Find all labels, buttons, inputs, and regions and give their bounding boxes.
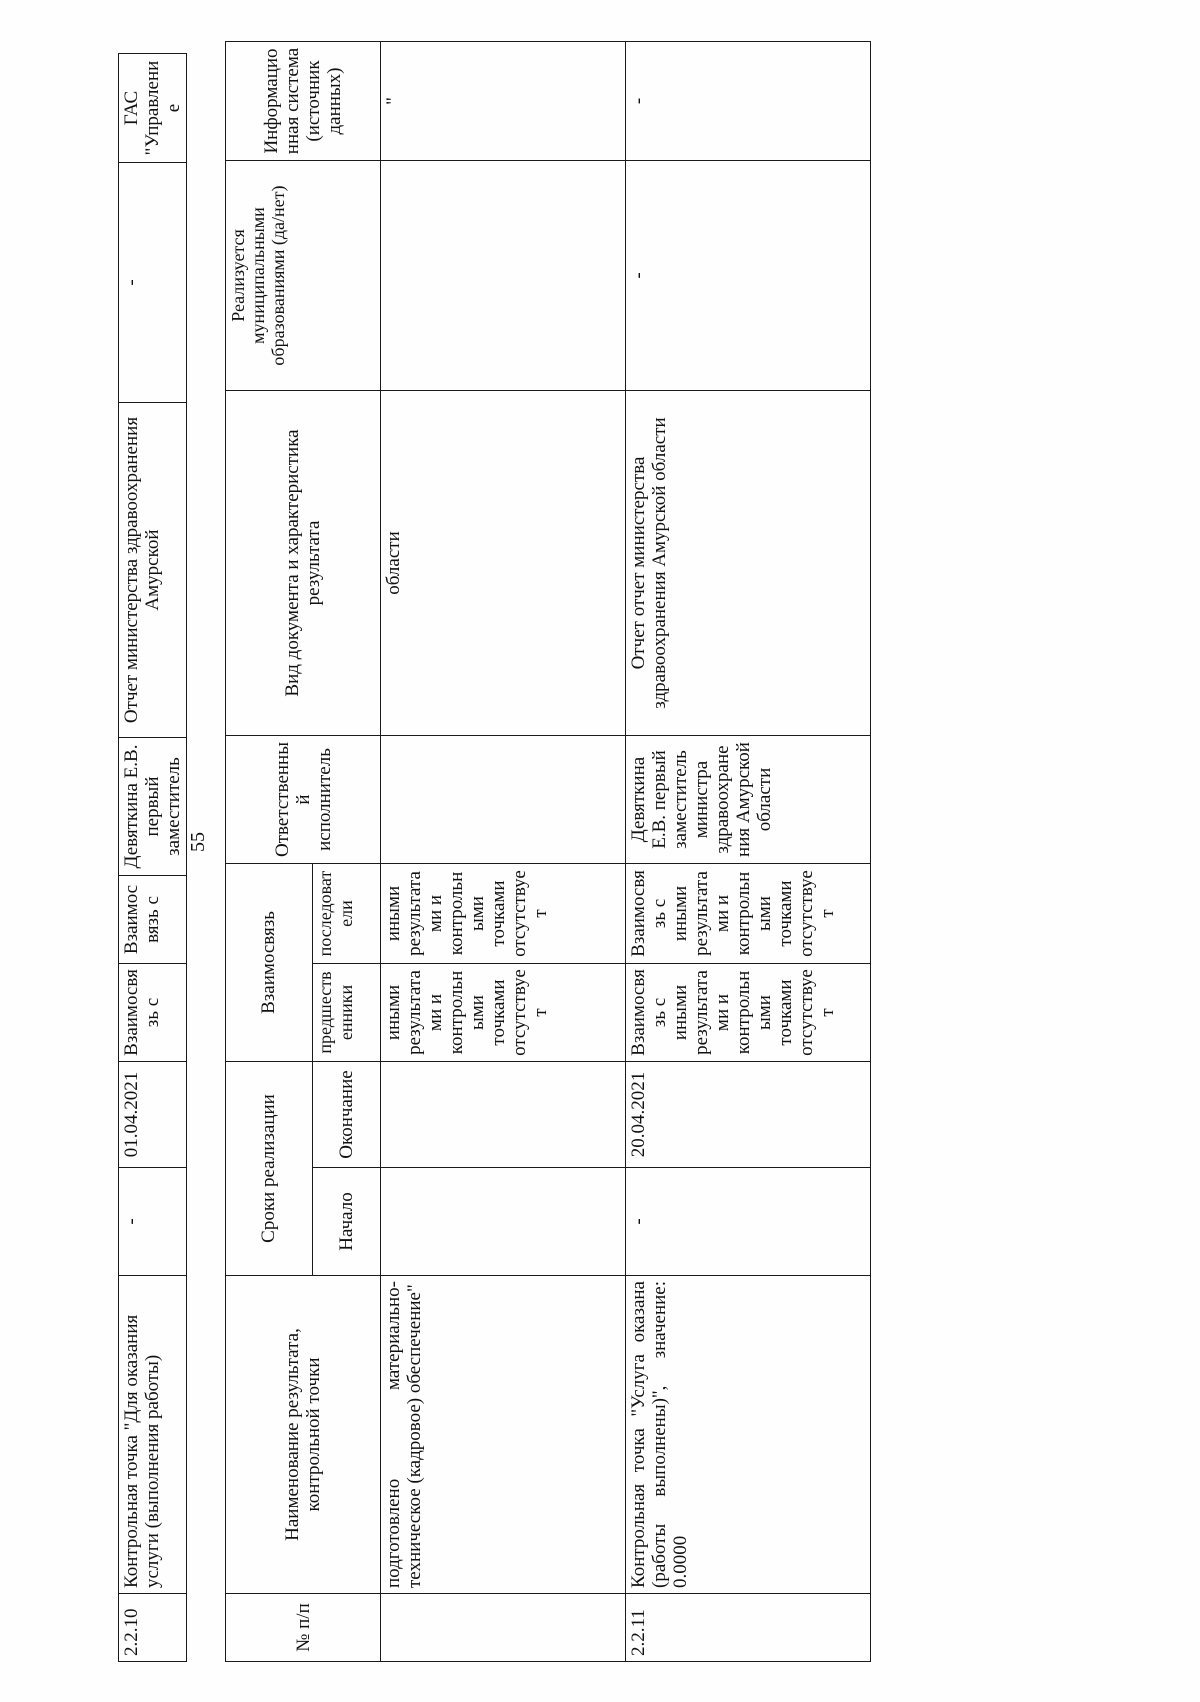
start-date: - <box>626 1168 871 1276</box>
row-number <box>381 1594 626 1662</box>
header-row-1 <box>226 42 313 1662</box>
header-name: Наименование результата, контрольной точки <box>226 1276 381 1594</box>
end-date: 20.04.2021 <box>626 1062 871 1168</box>
header-successors: последователи <box>312 864 380 964</box>
responsible <box>381 736 626 864</box>
predecessors: Взаимосвязь с иными результатами и контрольными точками отсутствует <box>626 964 871 1062</box>
responsible <box>119 738 187 876</box>
result-name: подготовлено материально-техническое (кадровое) обеспечение" <box>381 1276 626 1594</box>
header-info-system: Информационная система (источник данных) <box>226 42 381 161</box>
header-responsible: Ответственный исполнитель <box>226 736 381 864</box>
successors: иными результатами и контрольными точками отсутствует <box>381 864 626 964</box>
responsible-line-1: Девяткина Е.В. <box>121 744 142 869</box>
responsible-line-2: первый <box>142 776 163 837</box>
end-date: 01.04.2021 <box>119 1062 187 1168</box>
predecessors: Взаимосвязь с <box>119 964 187 1062</box>
header-dates: Сроки реализации <box>226 1062 313 1276</box>
table-row <box>381 42 626 1662</box>
municipal: - <box>119 163 187 403</box>
header-start: Начало <box>312 1168 380 1276</box>
predecessors: иными результатами и контрольными точками отсутствует <box>381 964 626 1062</box>
end-date <box>381 1062 626 1168</box>
document-type: Отчет министерства здравоохранения Амурской <box>119 403 187 738</box>
successors: Взаимосвязь с иными результатами и контрольными точками отсутствует <box>626 864 871 964</box>
result-name: Контрольная точка "Услуга оказана (работы выполнены)", значение: 0.0000 <box>626 1276 871 1594</box>
municipal <box>381 161 626 391</box>
responsible: Девяткина Е.В. первый заместитель министра здравоохранения Амурской области <box>626 736 871 864</box>
header-num: № п/п <box>226 1594 381 1662</box>
page-number: 55 <box>187 832 209 852</box>
header-document: Вид документа и характеристика результата <box>226 391 381 736</box>
results-table <box>225 41 871 1662</box>
header-end: Окончание <box>312 1062 380 1168</box>
document-type: Отчет отчет министерства здравоохранения Амурской области <box>626 391 871 736</box>
previous-table-fragment <box>118 53 187 1662</box>
start-date <box>381 1168 626 1276</box>
responsible-line-3: заместитель <box>163 757 184 856</box>
municipal: - <box>626 161 871 391</box>
row-number: 2.2.10 <box>119 1594 187 1662</box>
result-name: Контрольная точка "Для оказания услуги (выполнения работы) <box>119 1276 187 1594</box>
row-number: 2.2.11 <box>626 1594 871 1662</box>
successors: Взаимосвязь с <box>119 876 187 964</box>
table-row <box>626 42 871 1662</box>
start-date: - <box>119 1168 187 1276</box>
header-predecessors: предшественники <box>312 964 380 1062</box>
header-municipal: Реализуется муниципальными образованиями (да/нет) <box>226 161 381 391</box>
info-system: - <box>626 42 871 161</box>
row-2-2-10 <box>119 54 187 1662</box>
rotated-content <box>50 20 1150 1672</box>
info-system: " <box>381 42 626 161</box>
info-system: ГАС "Управление <box>119 54 187 163</box>
header-relation: Взаимосвязь <box>226 864 313 1062</box>
document-type: области <box>381 391 626 736</box>
